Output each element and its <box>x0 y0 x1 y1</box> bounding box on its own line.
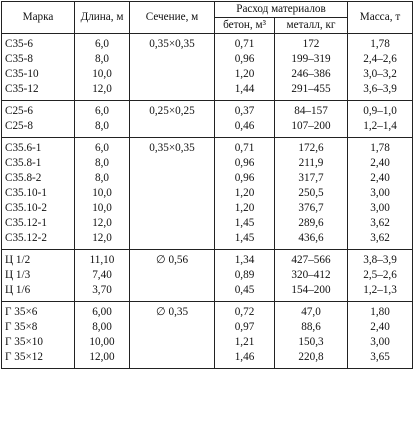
cell-length: 8,00 <box>75 320 130 335</box>
cell-concrete: 0,72 <box>215 302 275 321</box>
table-row <box>2 268 413 283</box>
cell-length: 12,0 <box>75 216 130 231</box>
cell-metal: 317,7 <box>275 171 348 186</box>
cell-mark: Г 35×6 <box>2 302 75 321</box>
cell-metal: 211,9 <box>275 156 348 171</box>
table-row <box>2 82 413 101</box>
cell-mass: 0,9–1,0 <box>348 101 413 120</box>
table-header <box>2 2 413 34</box>
cell-section: ∅ 0,56 <box>130 250 215 269</box>
cell-concrete: 1,20 <box>215 201 275 216</box>
header-materials: Расход материалов <box>215 2 348 18</box>
cell-length: 6,0 <box>75 101 130 120</box>
header-section: Сечение, м <box>130 2 215 34</box>
cell-mass: 1,2–1,3 <box>348 283 413 302</box>
cell-length: 8,0 <box>75 52 130 67</box>
cell-mark: Ц 1/6 <box>2 283 75 302</box>
cell-mass: 1,80 <box>348 302 413 321</box>
cell-mass: 2,40 <box>348 320 413 335</box>
cell-mark: С35.8-1 <box>2 156 75 171</box>
cell-mark: Ц 1/3 <box>2 268 75 283</box>
cell-mass: 1,78 <box>348 34 413 53</box>
cell-mass: 3,00 <box>348 201 413 216</box>
cell-concrete: 0,46 <box>215 119 275 138</box>
cell-concrete: 0,96 <box>215 156 275 171</box>
cell-section <box>130 283 215 302</box>
table-row <box>2 250 413 269</box>
table-row <box>2 67 413 82</box>
table-row <box>2 138 413 157</box>
header-mark: Марка <box>2 2 75 34</box>
cell-length: 10,00 <box>75 335 130 350</box>
cell-section <box>130 171 215 186</box>
cell-length: 6,0 <box>75 34 130 53</box>
cell-length: 6,0 <box>75 138 130 157</box>
cell-length: 7,40 <box>75 268 130 283</box>
cell-metal: 220,8 <box>275 350 348 369</box>
cell-concrete: 0,96 <box>215 52 275 67</box>
cell-section <box>130 231 215 250</box>
cell-mark: С25-6 <box>2 101 75 120</box>
cell-metal: 84–157 <box>275 101 348 120</box>
cell-metal: 154–200 <box>275 283 348 302</box>
cell-metal: 291–455 <box>275 82 348 101</box>
header-metal: металл, кг <box>275 18 348 34</box>
cell-length: 10,0 <box>75 67 130 82</box>
cell-concrete: 0,96 <box>215 171 275 186</box>
cell-section <box>130 82 215 101</box>
cell-concrete: 1,44 <box>215 82 275 101</box>
cell-mass: 3,0–3,2 <box>348 67 413 82</box>
cell-concrete: 0,97 <box>215 320 275 335</box>
cell-section <box>130 67 215 82</box>
cell-mark: С35-6 <box>2 34 75 53</box>
cell-mark: С35-8 <box>2 52 75 67</box>
cell-length: 8,0 <box>75 156 130 171</box>
table-row <box>2 186 413 201</box>
cell-mass: 3,62 <box>348 231 413 250</box>
cell-mark: С35.10-1 <box>2 186 75 201</box>
table-body <box>2 34 413 369</box>
cell-section: ∅ 0,35 <box>130 302 215 321</box>
cell-mass: 3,00 <box>348 335 413 350</box>
table-row <box>2 320 413 335</box>
cell-metal: 172,6 <box>275 138 348 157</box>
cell-metal: 246–386 <box>275 67 348 82</box>
cell-metal: 376,7 <box>275 201 348 216</box>
cell-mark: С35-10 <box>2 67 75 82</box>
cell-length: 12,0 <box>75 82 130 101</box>
cell-metal: 320–412 <box>275 268 348 283</box>
cell-concrete: 1,45 <box>215 216 275 231</box>
table-row <box>2 350 413 369</box>
table-row <box>2 171 413 186</box>
cell-mark: С35.8-2 <box>2 171 75 186</box>
table-row <box>2 335 413 350</box>
cell-concrete: 0,45 <box>215 283 275 302</box>
cell-section <box>130 335 215 350</box>
table-row <box>2 156 413 171</box>
cell-section <box>130 186 215 201</box>
cell-length: 3,70 <box>75 283 130 302</box>
cell-section <box>130 350 215 369</box>
cell-mark: С35.12-2 <box>2 231 75 250</box>
cell-length: 6,00 <box>75 302 130 321</box>
cell-section: 0,35×0,35 <box>130 138 215 157</box>
cell-length: 8,0 <box>75 119 130 138</box>
cell-metal: 47,0 <box>275 302 348 321</box>
cell-length: 12,0 <box>75 231 130 250</box>
cell-section <box>130 52 215 67</box>
cell-mass: 2,5–2,6 <box>348 268 413 283</box>
cell-mark: Г 35×8 <box>2 320 75 335</box>
cell-section <box>130 156 215 171</box>
cell-concrete: 0,89 <box>215 268 275 283</box>
header-concrete: бетон, м³ <box>215 18 275 34</box>
cell-mark: Ц 1/2 <box>2 250 75 269</box>
table-row <box>2 201 413 216</box>
cell-concrete: 0,37 <box>215 101 275 120</box>
cell-length: 12,00 <box>75 350 130 369</box>
cell-concrete: 0,71 <box>215 138 275 157</box>
header-length: Длина, м <box>75 2 130 34</box>
cell-mass: 1,2–1,4 <box>348 119 413 138</box>
table-row <box>2 302 413 321</box>
cell-mark: С35.10-2 <box>2 201 75 216</box>
cell-section: 0,35×0,35 <box>130 34 215 53</box>
cell-length: 8,0 <box>75 171 130 186</box>
cell-concrete: 1,45 <box>215 231 275 250</box>
cell-metal: 199–319 <box>275 52 348 67</box>
cell-length: 10,0 <box>75 186 130 201</box>
table-row <box>2 216 413 231</box>
cell-mass: 2,40 <box>348 156 413 171</box>
cell-section <box>130 320 215 335</box>
cell-metal: 107–200 <box>275 119 348 138</box>
table-row <box>2 34 413 53</box>
cell-mark: С25-8 <box>2 119 75 138</box>
header-mass: Масса, т <box>348 2 413 34</box>
cell-mark: Г 35×10 <box>2 335 75 350</box>
cell-section <box>130 119 215 138</box>
table-row <box>2 52 413 67</box>
cell-metal: 88,6 <box>275 320 348 335</box>
cell-metal: 250,5 <box>275 186 348 201</box>
cell-metal: 289,6 <box>275 216 348 231</box>
cell-mass: 1,78 <box>348 138 413 157</box>
cell-mass: 3,65 <box>348 350 413 369</box>
cell-mark: С35.6-1 <box>2 138 75 157</box>
cell-mass: 2,40 <box>348 171 413 186</box>
table-row <box>2 101 413 120</box>
cell-metal: 172 <box>275 34 348 53</box>
cell-mark: С35.12-1 <box>2 216 75 231</box>
cell-length: 10,0 <box>75 201 130 216</box>
table-row <box>2 119 413 138</box>
cell-concrete: 1,34 <box>215 250 275 269</box>
cell-concrete: 1,20 <box>215 67 275 82</box>
materials-table <box>1 1 413 369</box>
cell-mass: 2,4–2,6 <box>348 52 413 67</box>
table-row <box>2 283 413 302</box>
cell-concrete: 1,46 <box>215 350 275 369</box>
cell-mass: 3,8–3,9 <box>348 250 413 269</box>
cell-length: 11,10 <box>75 250 130 269</box>
cell-mass: 3,6–3,9 <box>348 82 413 101</box>
cell-metal: 427–566 <box>275 250 348 269</box>
cell-concrete: 1,21 <box>215 335 275 350</box>
cell-mark: Г 35×12 <box>2 350 75 369</box>
cell-section: 0,25×0,25 <box>130 101 215 120</box>
cell-metal: 436,6 <box>275 231 348 250</box>
cell-mass: 3,62 <box>348 216 413 231</box>
cell-mass: 3,00 <box>348 186 413 201</box>
cell-section <box>130 216 215 231</box>
cell-section <box>130 268 215 283</box>
cell-concrete: 0,71 <box>215 34 275 53</box>
cell-mark: С35-12 <box>2 82 75 101</box>
cell-section <box>130 201 215 216</box>
cell-concrete: 1,20 <box>215 186 275 201</box>
cell-metal: 150,3 <box>275 335 348 350</box>
table-row <box>2 231 413 250</box>
